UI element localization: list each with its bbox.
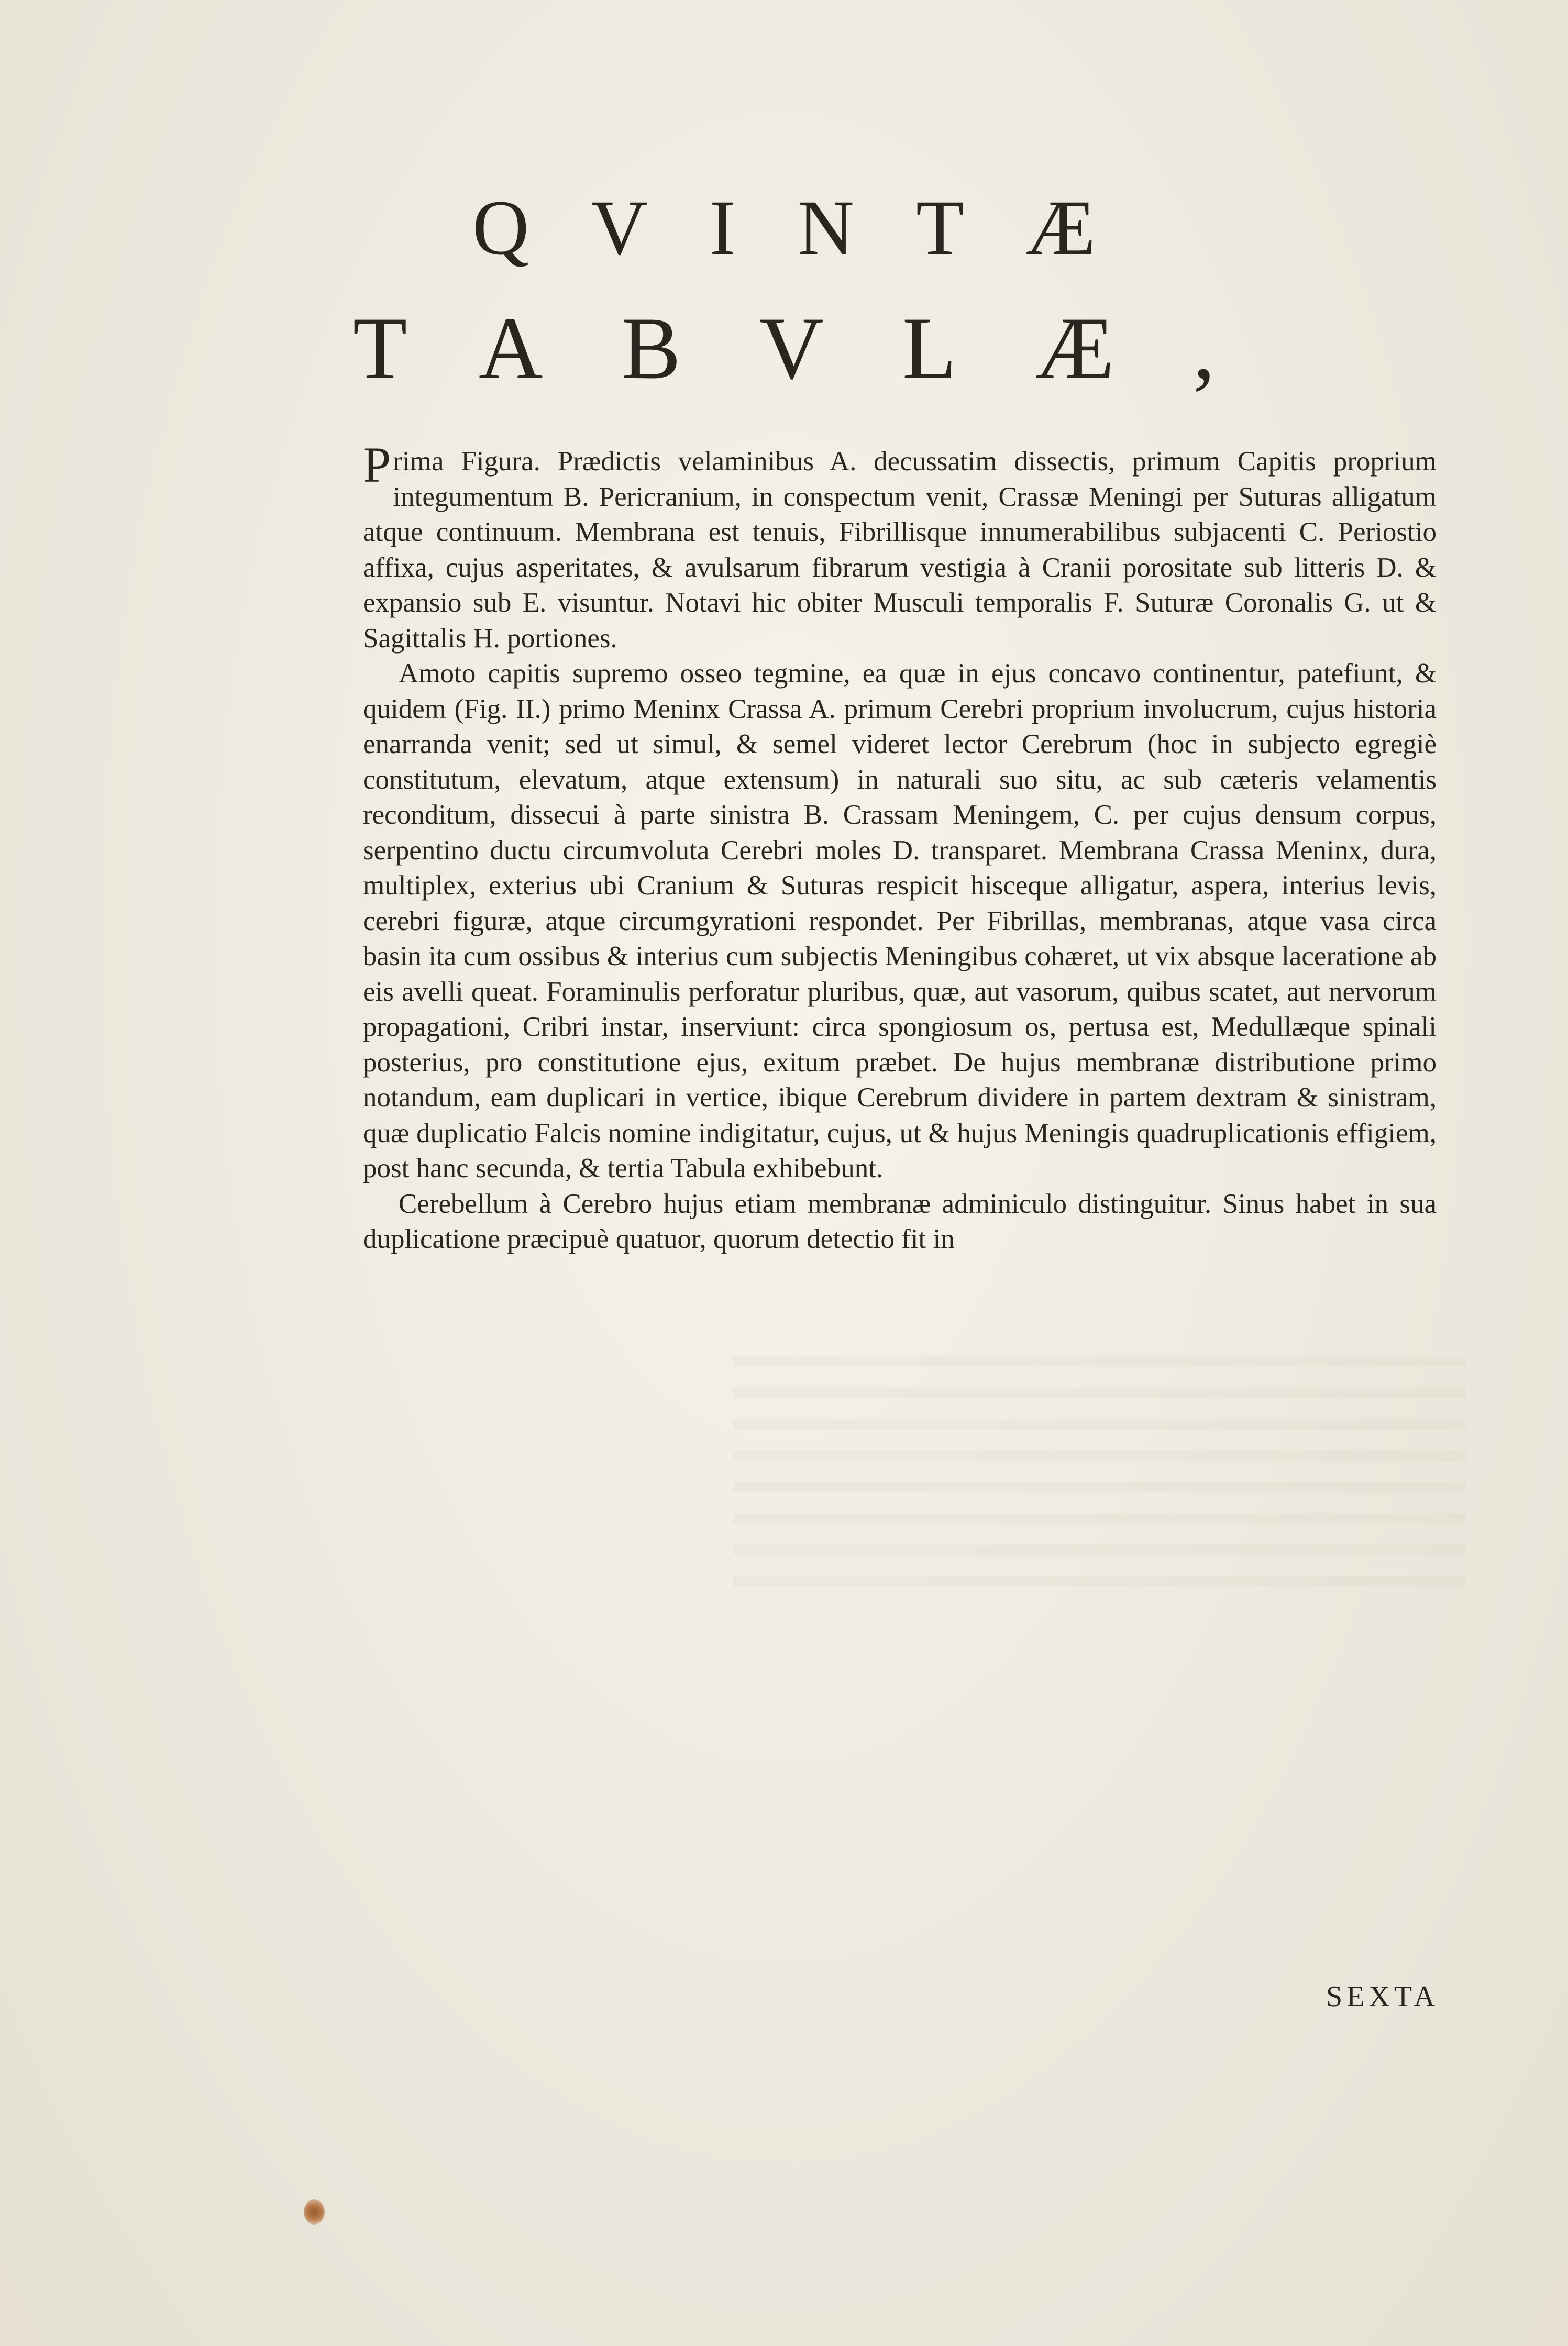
paragraph-3: Cerebellum à Cerebro hujus etiam membranæ adminiculo distinguitur. Sinus habet in sua duplicatione præcipuè quatuor, quorum detectio fit in bbox=[363, 1188, 1437, 1254]
bleed-through-texture bbox=[733, 1335, 1466, 1597]
paragraph-1-text: rima Figura. Prædictis velaminibus A. decussatim dissectis, primum Capitis proprium integumentum B. Pericranium, in conspectum venit, Crassæ Meningi per Suturas alligatum atque continuum. Membrana est tenuis, Fibrillisque innumerabilibus subjacenti C. Periostio affixa, cujus asperitates, & avulsarum fibrarum vestigia à Cranii porositate sub litteris D. & expansio sub E. visuntur. Notavi hic obiter Musculi temporalis F. Suturæ Coronalis G. ut & Sagittalis H. portiones. bbox=[363, 446, 1437, 654]
foxing-stain bbox=[304, 2199, 325, 2225]
heading-line-2: TABVLÆ, bbox=[352, 299, 1294, 397]
body-text bbox=[363, 437, 1437, 1257]
drop-cap: P bbox=[363, 437, 391, 493]
paragraph-1 bbox=[363, 437, 1437, 656]
catchword: SEXTA bbox=[1326, 1980, 1439, 2013]
paragraph-2: Amoto capitis supremo osseo tegmine, ea quæ in ejus concavo continentur, patefiunt, & quidem (Fig. II.) primo Meninx Crassa A. primum Cerebri proprium involucrum, cujus historia enarranda venit; sed ut simul, & semel videret lector Cerebrum (hoc in subjecto egregiè constitutum, elevatum, atque extensum) in naturali suo situ, ac sub cæteris velamentis reconditum, dissecui à parte sinistra B. Crassam Meningem, C. per cujus densum corpus, serpentino ductu circumvoluta Cerebri moles D. transparet. Membrana Crassa Meninx, dura, multiplex, exterius ubi Cranium & Suturas respicit hisceque alligatur, aspera, interius levis, cerebri figuræ, atque circumgyrationi respondet. Per Fibrillas, membranas, atque vasa circa basin ita cum ossibus & interius cum subjectis Meningibus cohæret, ut vix absque laceratione ab eis avelli queat. Foraminulis perforatur pluribus, quæ, aut vasorum, quibus scatet, aut nervorum propagationi, Cribri instar, inserviunt: circa spongiosum os, pertusa est, Medullæque spinali posterius, pro constitutione ejus, exitum præbet. De hujus membranæ distributione primo notandum, eam duplicari in vertice, ibique Cerebrum dividere in partem dextram & sinistram, quæ duplicatio Falcis nomine indigitatur, cujus, ut & hujus Meningis quadruplicationis effigiem, post hanc secunda, & tertia Tabula exhibebunt. bbox=[363, 658, 1437, 1183]
heading-line-1: QVINTÆ bbox=[472, 184, 1157, 271]
